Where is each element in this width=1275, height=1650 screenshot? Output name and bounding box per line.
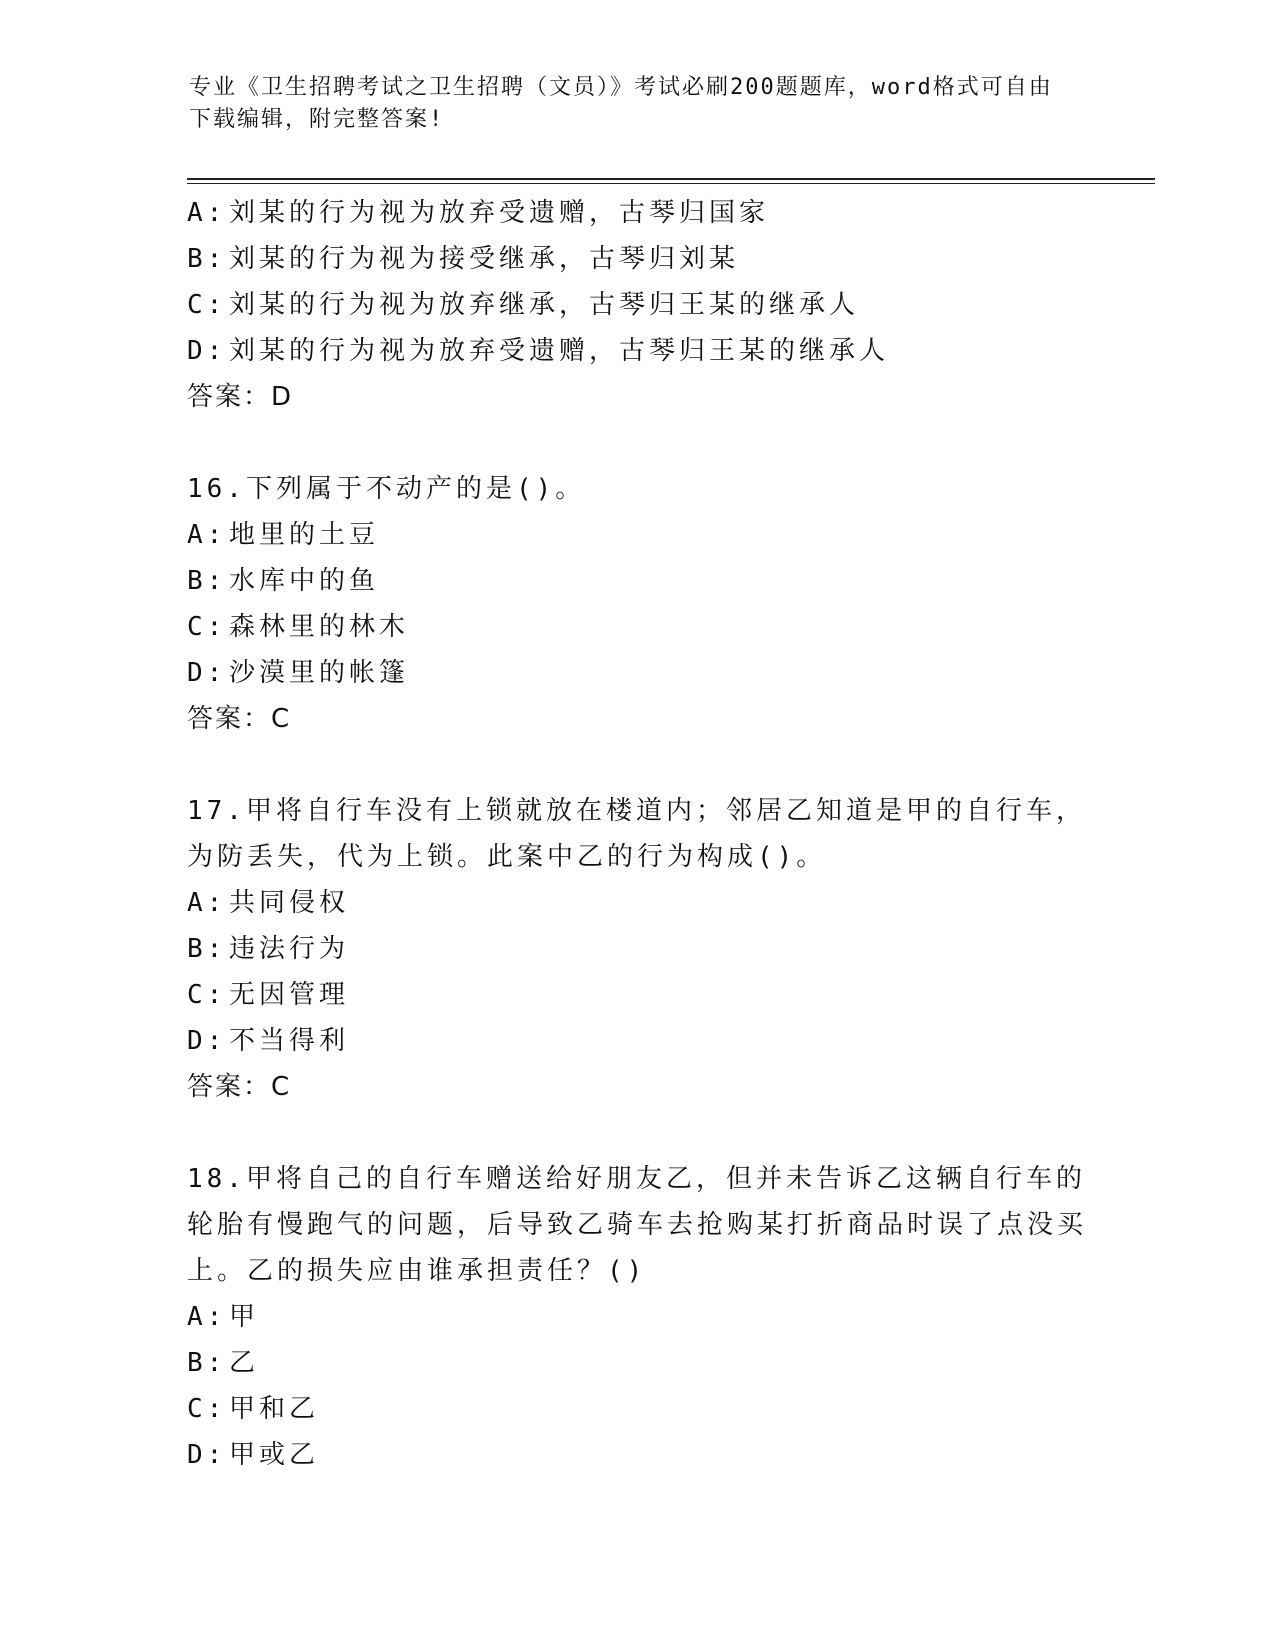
option-letter: C: bbox=[187, 612, 227, 642]
option-letter: B: bbox=[187, 566, 227, 596]
option-text: 刘某的行为视为放弃受遗赠，古琴归国家 bbox=[229, 198, 770, 228]
option-row bbox=[187, 1432, 1087, 1478]
document-header: 专业《卫生招聘考试之卫生招聘（文员）》考试必刷200题题库，word格式可自由下载编辑，附完整答案! bbox=[189, 75, 1053, 132]
option-letter: A: bbox=[187, 520, 227, 550]
option-text: 乙 bbox=[229, 1348, 260, 1378]
option-letter: B: bbox=[187, 934, 227, 964]
answer-line: 答案：C bbox=[187, 704, 292, 734]
option-letter: B: bbox=[187, 244, 227, 274]
question-block bbox=[187, 788, 1087, 1110]
option-text: 无因管理 bbox=[229, 980, 350, 1010]
header-rule-thin bbox=[187, 183, 1155, 184]
question-stem: 17.甲将自行车没有上锁就放在楼道内；邻居乙知道是甲的自行车，为防丢失，代为上锁。此案中乙的行为构成()。 bbox=[187, 796, 1086, 872]
option-text: 甲和乙 bbox=[229, 1394, 320, 1424]
question-block bbox=[187, 466, 1087, 742]
question-stem: 16.下列属于不动产的是()。 bbox=[187, 474, 586, 504]
option-text: 地里的土豆 bbox=[229, 520, 380, 550]
option-letter: C: bbox=[187, 980, 227, 1010]
option-row bbox=[187, 650, 1087, 696]
option-text: 共同侵权 bbox=[229, 888, 350, 918]
option-letter: D: bbox=[187, 1440, 227, 1470]
question-stem: 18.甲将自己的自行车赠送给好朋友乙，但并未告诉乙这辆自行车的轮胎有慢跑气的问题，后导致乙骑车去抢购某打折商品时误了点没买上。乙的损失应由谁承担责任？() bbox=[187, 1164, 1088, 1286]
option-row bbox=[187, 190, 1087, 236]
option-row bbox=[187, 972, 1087, 1018]
option-row bbox=[187, 926, 1087, 972]
option-text: 刘某的行为视为放弃受遗赠，古琴归王某的继承人 bbox=[229, 336, 890, 366]
option-row bbox=[187, 328, 1087, 374]
header-rule-thick bbox=[187, 178, 1155, 180]
option-text: 森林里的林木 bbox=[229, 612, 410, 642]
option-letter: A: bbox=[187, 888, 227, 918]
option-text: 甲 bbox=[229, 1302, 260, 1332]
option-row bbox=[187, 1018, 1087, 1064]
option-row bbox=[187, 604, 1087, 650]
option-text: 甲或乙 bbox=[229, 1440, 320, 1470]
option-row bbox=[187, 1386, 1087, 1432]
option-row bbox=[187, 512, 1087, 558]
option-letter: C: bbox=[187, 1394, 227, 1424]
option-letter: B: bbox=[187, 1348, 227, 1378]
option-text: 水库中的鱼 bbox=[229, 566, 380, 596]
option-row bbox=[187, 236, 1087, 282]
question-block bbox=[187, 1156, 1087, 1478]
option-letter: A: bbox=[187, 198, 227, 228]
option-row bbox=[187, 282, 1087, 328]
option-text: 不当得利 bbox=[229, 1026, 350, 1056]
option-row bbox=[187, 1340, 1087, 1386]
option-row bbox=[187, 880, 1087, 926]
option-letter: C: bbox=[187, 290, 227, 320]
question-block bbox=[187, 190, 1087, 420]
option-row bbox=[187, 558, 1087, 604]
option-text: 沙漠里的帐篷 bbox=[229, 658, 410, 688]
option-letter: D: bbox=[187, 658, 227, 688]
option-letter: D: bbox=[187, 336, 227, 366]
answer-line: 答案：C bbox=[187, 1072, 292, 1102]
option-text: 刘某的行为视为放弃继承，古琴归王某的继承人 bbox=[229, 290, 860, 320]
option-letter: D: bbox=[187, 1026, 227, 1056]
option-text: 违法行为 bbox=[229, 934, 350, 964]
question-list bbox=[187, 190, 1087, 1478]
answer-line: 答案：D bbox=[187, 382, 294, 412]
option-text: 刘某的行为视为接受继承，古琴归刘某 bbox=[229, 244, 740, 274]
option-letter: A: bbox=[187, 1302, 227, 1332]
option-row bbox=[187, 1294, 1087, 1340]
